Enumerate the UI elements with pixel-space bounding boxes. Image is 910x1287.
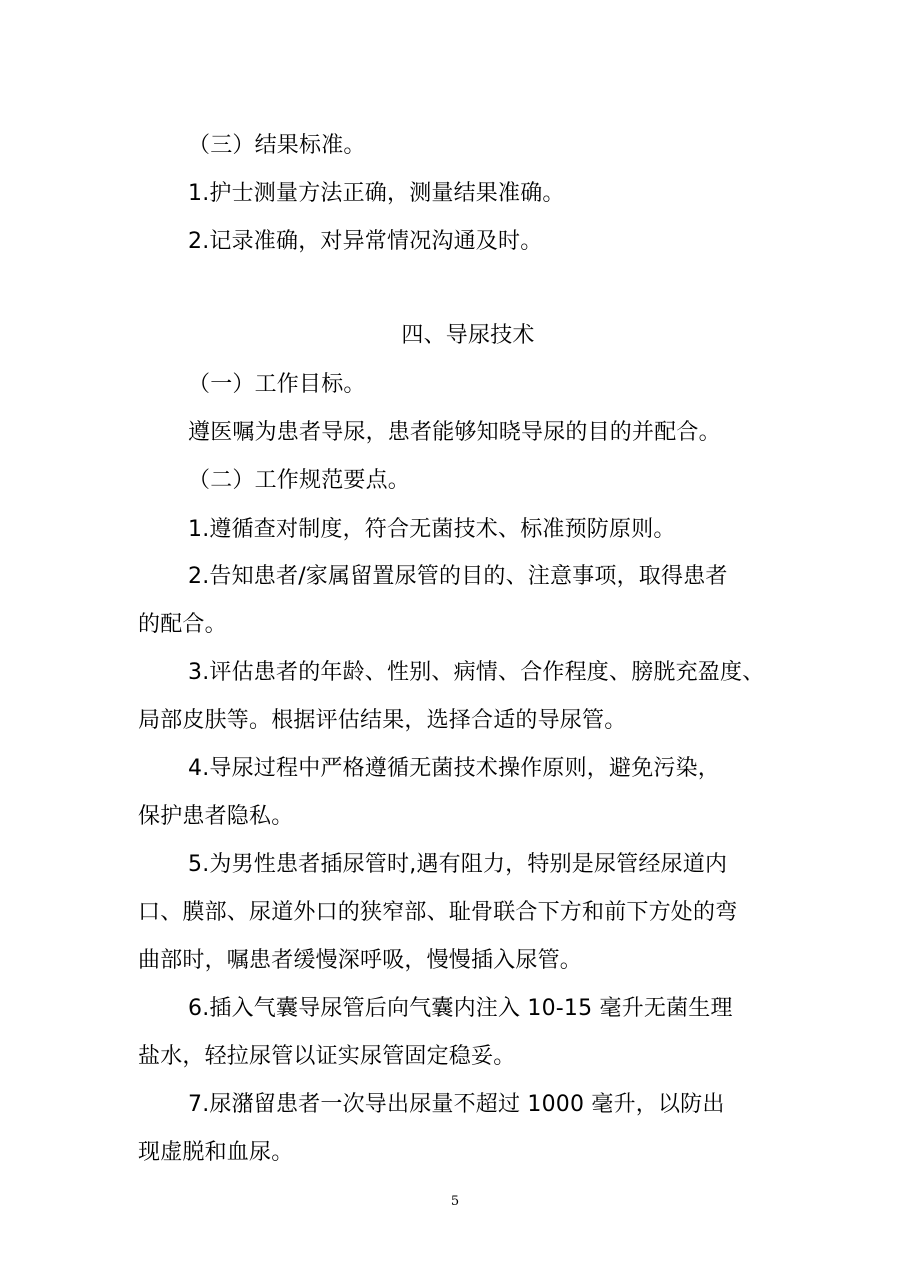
paragraph-line: 的配合。 (138, 612, 227, 637)
paragraph-line: 5.为男性患者插尿管时,遇有阻力，特别是尿管经尿道内 (188, 852, 728, 877)
paragraph-line: 盐水，轻拉尿管以证实尿管固定稳妥。 (138, 1044, 516, 1069)
paragraph-line: 曲部时，嘱患者缓慢深呼吸，慢慢插入尿管。 (138, 948, 583, 973)
chapter-title: 四、导尿技术 (401, 323, 535, 348)
paragraph-line: 现虚脱和血尿。 (138, 1140, 294, 1165)
section-heading-work-goal: （一）工作目标。 (188, 372, 366, 397)
page-number: 5 (450, 1194, 460, 1209)
paragraph-line: 局部皮肤等。根据评估结果，选择合适的导尿管。 (138, 708, 627, 733)
paragraph-line: 4.导尿过程中严格遵循无菌技术操作原则，避免污染， (188, 756, 720, 781)
paragraph-line: 1.护士测量方法正确，测量结果准确。 (188, 181, 565, 206)
paragraph-line: 保护患者隐私。 (138, 804, 294, 829)
paragraph-line: 2.记录准确，对异常情况沟通及时。 (188, 229, 543, 254)
paragraph-line: 6.插入气囊导尿管后向气囊内注入 10-15 毫升无菌生理 (188, 996, 733, 1021)
paragraph-line: 7.尿潴留患者一次导出尿量不超过 1000 毫升，以防出 (188, 1092, 725, 1117)
paragraph-line: 口、膜部、尿道外口的狭窄部、耻骨联合下方和前下方处的弯 (138, 900, 738, 925)
paragraph-line: 遵医嘱为患者导尿，患者能够知晓导尿的目的并配合。 (188, 420, 721, 445)
section-heading-results-standard: （三）结果标准。 (188, 133, 366, 158)
paragraph-line: 3.评估患者的年龄、性别、病情、合作程度、膀胱充盈度、 (188, 660, 765, 685)
paragraph-line: 2.告知患者/家属留置尿管的目的、注意事项，取得患者 (188, 564, 728, 589)
paragraph-line: 1.遵循查对制度，符合无菌技术、标准预防原则。 (188, 517, 676, 542)
section-heading-work-norms: （二）工作规范要点。 (188, 468, 411, 493)
